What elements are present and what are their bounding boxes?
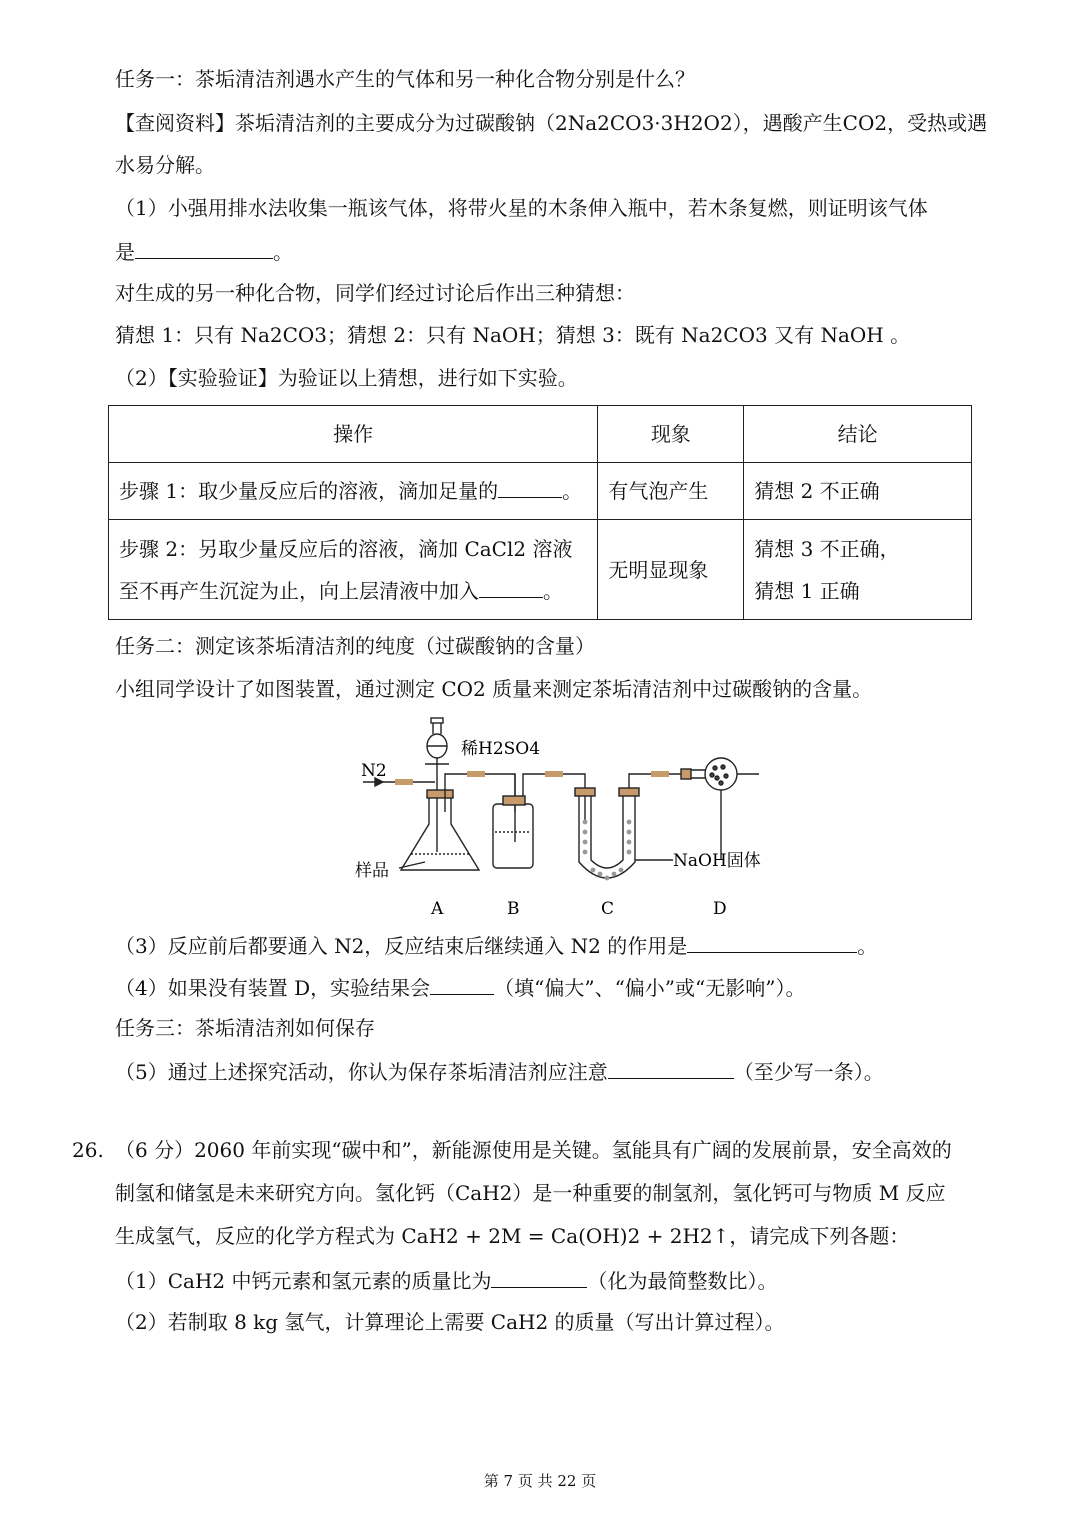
answer-blank-2[interactable] xyxy=(498,477,562,498)
guess-line xyxy=(115,323,910,347)
answer-blank-6[interactable] xyxy=(608,1058,734,1079)
header-operation: 操作 xyxy=(109,406,598,463)
apparatus-diagram xyxy=(355,712,775,924)
reference-line: 【查阅资料】茶垢清洁剂的主要成分为过碳酸钠（2Na2CO3·3H2O2），遇酸产生CO2，受热或遇 xyxy=(115,111,988,135)
table-row xyxy=(109,463,972,520)
question-26-sub-1: （1）CaH2 中钙元素和氢元素的质量比为 （化为最简整数比）。 xyxy=(115,1269,778,1293)
question-26-line-3: 生成氢气，反应的化学方程式为 CaH2 + 2M = Ca(OH)2 + 2H2↑，请完成下列各题： xyxy=(115,1224,910,1248)
label-d: D xyxy=(713,899,727,919)
question-26-line-1: （6 分）2060 年前实现“碳中和”，新能源使用是关键。氢能具有广阔的发展前景，安全高效的 xyxy=(115,1138,952,1162)
task1-title: 任务一：茶垢清洁剂遇水产生的气体和另一种化合物分别是什么？ xyxy=(115,67,695,91)
question-5: （5）通过上述探究活动，你认为保存茶垢清洁剂应注意 （至少写一条）。 xyxy=(115,1060,884,1084)
row1-conclusion: 猜想 2 不正确 xyxy=(744,463,972,520)
row1-phenomenon: 有气泡产生 xyxy=(598,463,744,520)
task2-desc: 小组同学设计了如图装置，通过测定 CO2 质量来测定茶垢清洁剂中过碳酸钠的含量。 xyxy=(115,677,873,701)
label-a: A xyxy=(431,899,444,919)
question-26-sub-2: （2）若制取 8 kg 氢气，计算理论上需要 CaH2 的质量（写出计算过程）。 xyxy=(115,1310,785,1334)
task2-title: 任务二：测定该茶垢清洁剂的纯度（过碳酸钠的含量） xyxy=(115,634,595,658)
naoh-label: NaOH固体 xyxy=(673,851,761,871)
question-1-line-1: （1）小强用排水法收集一瓶该气体，将带火星的木条伸入瓶中，若木条复燃，则证明该气体 xyxy=(115,196,928,220)
guess-3: 猜想 3：既有 Na2CO3 又有 NaOH 。 xyxy=(555,323,911,347)
formula-percarbonate: 2Na2CO3·3H2O2 xyxy=(555,111,733,135)
question-1-line-2: 是 。 xyxy=(115,240,293,264)
header-phenomenon: 现象 xyxy=(598,406,744,463)
reference-label: 【查阅资料】 xyxy=(115,111,235,135)
question-26-number: 26. xyxy=(72,1138,104,1162)
row2-conclusion: 猜想 3 不正确， 猜想 1 正确 xyxy=(744,520,972,620)
row1-operation: 步骤 1：取少量反应后的溶液，滴加足量的 。 xyxy=(109,463,598,520)
answer-blank-1[interactable] xyxy=(135,238,273,259)
row2-phenomenon: 无明显现象 xyxy=(598,520,744,620)
table-header-row xyxy=(109,406,972,463)
experiment-table xyxy=(108,405,972,620)
task3-title: 任务三：茶垢清洁剂如何保存 xyxy=(115,1016,375,1040)
acid-label: 稀H2SO4 xyxy=(461,739,541,759)
label-c: C xyxy=(601,899,615,919)
header-conclusion: 结论 xyxy=(744,406,972,463)
answer-blank-7[interactable] xyxy=(491,1267,587,1288)
guess-intro: 对生成的另一种化合物，同学们经过讨论后作出三种猜想： xyxy=(115,281,635,305)
label-b: B xyxy=(507,899,520,919)
question-3: （3）反应前后都要通入 N2，反应结束后继续通入 N2 的作用是 。 xyxy=(115,934,878,958)
question-4: （4）如果没有装置 D，实验结果会 （填“偏大”、“偏小”或“无影响”）。 xyxy=(115,976,806,1000)
question-2: （2）【实验验证】为验证以上猜想，进行如下实验。 xyxy=(115,366,578,390)
n2-label: N2 xyxy=(361,761,387,781)
reference-line-2: 水易分解。 xyxy=(115,153,215,177)
guess-2: 猜想 2：只有 NaOH； xyxy=(347,323,556,347)
question-26-line-2: 制氢和储氢是未来研究方向。氢化钙（CaH2）是一种重要的制氢剂，氢化钙可与物质 M 反应 xyxy=(115,1181,946,1205)
sample-label: 样品 xyxy=(355,861,389,881)
page-footer: 第 7 页 共 22 页 xyxy=(483,1472,597,1490)
answer-blank-3[interactable] xyxy=(479,577,543,598)
row2-operation: 步骤 2：另取少量反应后的溶液，滴加 CaCl2 溶液 至不再产生沉淀为止，向上层清液中加入 。 xyxy=(109,520,598,620)
answer-blank-5[interactable] xyxy=(430,974,494,995)
table-row xyxy=(109,520,972,620)
answer-blank-4[interactable] xyxy=(687,932,857,953)
guess-1: 猜想 1：只有 Na2CO3； xyxy=(115,323,348,347)
